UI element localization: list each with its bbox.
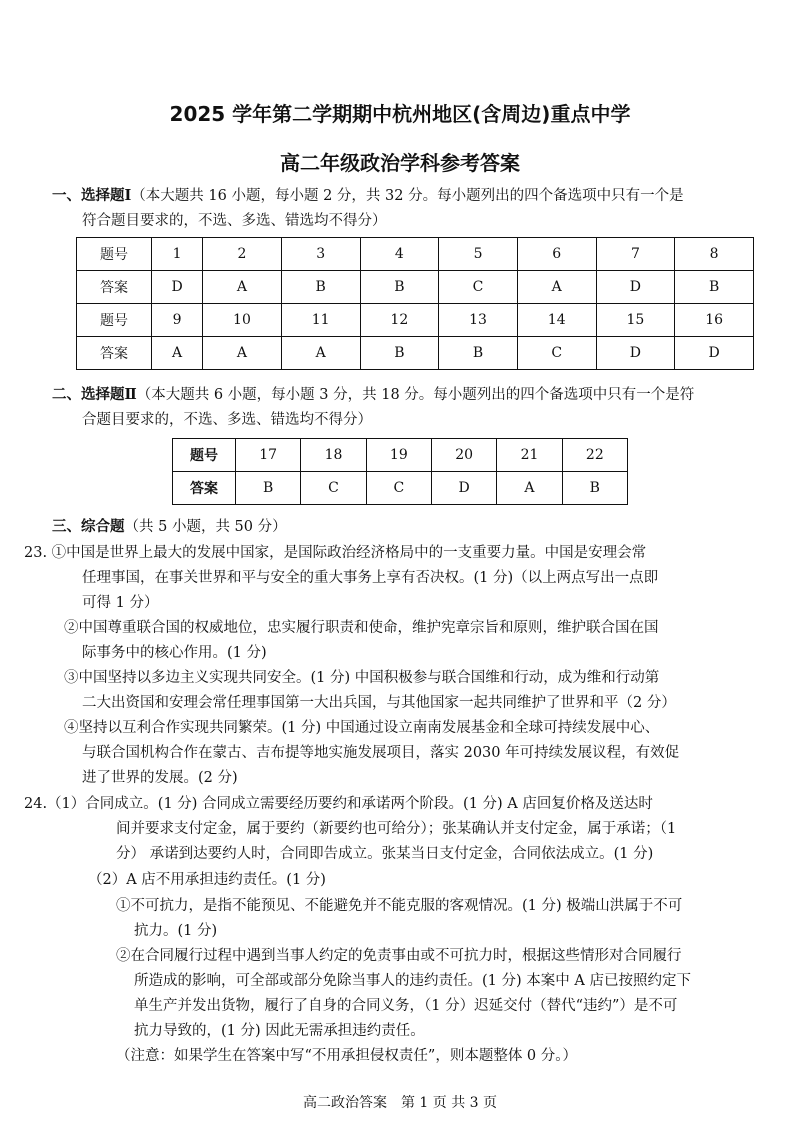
q24-line: 抗力导致的，(1 分) 因此无需承担违约责任。 — [134, 1023, 425, 1039]
section3-heading: 三、综合题 — [52, 518, 125, 535]
q24-line: 单生产并发出货物，履行了自身的合同义务，（1 分）迟延交付（替代“违约”）是不可 — [134, 998, 678, 1014]
row-label: 题号 — [173, 439, 236, 472]
section2-desc: （本大题共 6 小题，每小题 3 分，共 18 分。每小题列出的四个备选项中只有一个是符 — [136, 387, 695, 403]
page-footer: 高二政治答案 第 1 页 共 3 页 — [302, 1095, 498, 1111]
table-cell: 4 — [360, 238, 439, 271]
table-cell: 7 — [596, 238, 675, 271]
table-cell: 9 — [152, 304, 203, 337]
table-cell: 17 — [236, 439, 301, 472]
table-cell: C — [517, 337, 596, 370]
table-cell: A — [203, 337, 282, 370]
table-cell: D — [431, 472, 496, 505]
section1-desc-line2: 符合题目要求的，不选、多选、错选均不得分） — [82, 213, 387, 229]
table-cell: 6 — [517, 238, 596, 271]
table-cell: A — [281, 337, 360, 370]
table-cell: B — [281, 271, 360, 304]
q23-line: 与联合国机构合作在蒙古、吉布提等地实施发展项目，落实 2030 年可持续发展议程，有效促 — [82, 745, 680, 761]
table-cell: D — [596, 337, 675, 370]
table-row — [77, 238, 754, 271]
page-title-line2: 高二年级政治学科参考答案 — [280, 151, 520, 175]
table-row — [173, 472, 628, 505]
table-cell: B — [360, 271, 439, 304]
section2-answer-table — [172, 438, 628, 505]
q23-line: 23. ①中国是世界上最大的发展中国家，是国际政治经济格局中的一支重要力量。中国是安理会常 — [24, 545, 647, 561]
table-cell: 15 — [596, 304, 675, 337]
table-row — [77, 304, 754, 337]
section1-desc: （本大题共 16 小题，每小题 2 分，共 32 分。每小题列出的四个备选项中只有一个是 — [131, 188, 684, 204]
table-cell: 8 — [675, 238, 754, 271]
q24-line: 24.（1）合同成立。(1 分) 合同成立需要经历要约和承诺两个阶段。(1 分) A 店回复价格及送达时 — [24, 796, 653, 812]
table-cell: 14 — [517, 304, 596, 337]
section2-desc-line1 — [52, 383, 694, 408]
section1-desc-line1 — [52, 184, 684, 209]
table-cell: 16 — [675, 304, 754, 337]
q24-note: （注意：如果学生在答案中写“不用承担侵权责任”，则本题整体 0 分。） — [116, 1048, 578, 1064]
table-cell: A — [497, 472, 562, 505]
table-cell: 12 — [360, 304, 439, 337]
table-cell: 13 — [439, 304, 518, 337]
q23-line: ③中国坚持以多边主义实现共同安全。(1 分) 中国积极参与联合国维和行动，成为维和行动第 — [64, 670, 660, 686]
table-cell: 3 — [281, 238, 360, 271]
table-cell: C — [439, 271, 518, 304]
table-cell: B — [439, 337, 518, 370]
section2-desc-line2: 合题目要求的，不选、多选、错选均不得分） — [82, 412, 372, 428]
table-cell: 11 — [281, 304, 360, 337]
q23-line: 进了世界的发展。(2 分) — [82, 770, 238, 786]
table-cell: B — [675, 271, 754, 304]
q24-line: 间并要求支付定金，属于要约（新要约也可给分）；张某确认并支付定金，属于承诺；（1 — [116, 821, 677, 837]
table-cell: 21 — [497, 439, 562, 472]
table-cell: 1 — [152, 238, 203, 271]
page-title-line1: 2025 学年第二学期期中杭州地区(含周边)重点中学 — [169, 102, 631, 126]
table-cell: 19 — [366, 439, 431, 472]
table-cell: D — [152, 271, 203, 304]
table-cell: C — [301, 472, 366, 505]
q23-line: ②中国尊重联合国的权威地位，忠实履行职责和使命，维护宪章宗旨和原则，维护联合国在国 — [64, 620, 659, 636]
q24-line: ①不可抗力，是指不能预见、不能避免并不能克服的客观情况。(1 分) 极端山洪属于不可 — [116, 898, 683, 914]
q24-line: （2）A 店不用承担违约责任。(1 分) — [88, 872, 326, 888]
q23-line: 二大出资国和安理会常任理事国第一大出兵国，与其他国家一起共同维护了世界和平（2 分） — [82, 695, 676, 711]
section1-heading: 一、选择题Ⅰ — [52, 187, 132, 204]
section2-heading: 二、选择题Ⅱ — [52, 386, 137, 403]
table-cell: D — [675, 337, 754, 370]
row-label: 题号 — [77, 304, 152, 337]
section3-header — [52, 515, 287, 540]
table-cell: B — [236, 472, 301, 505]
row-label: 答案 — [173, 472, 236, 505]
table-cell: D — [596, 271, 675, 304]
table-cell: A — [203, 271, 282, 304]
row-label: 题号 — [77, 238, 152, 271]
q24-line: 所造成的影响，可全部或部分免除当事人的违约责任。(1 分) 本案中 A 店已按照约定下 — [134, 973, 691, 989]
section1-answer-table — [76, 237, 754, 370]
q24-line: 分） 承诺到达要约人时，合同即告成立。张某当日支付定金，合同依法成立。(1 分) — [116, 846, 654, 862]
table-cell: 2 — [203, 238, 282, 271]
table-cell: C — [366, 472, 431, 505]
table-cell: B — [562, 472, 627, 505]
q23-line: 任理事国，在事关世界和平与安全的重大事务上享有否决权。(1 分)（以上两点写出一点即 — [82, 570, 659, 586]
table-row — [173, 439, 628, 472]
q23-line: 可得 1 分） — [82, 595, 159, 611]
q23-line: ④坚持以互利合作实现共同繁荣。(1 分) 中国通过设立南南发展基金和全球可持续发展中心、 — [64, 720, 660, 736]
table-cell: 18 — [301, 439, 366, 472]
table-cell: A — [152, 337, 203, 370]
table-cell: 20 — [431, 439, 496, 472]
q24-line: ②在合同履行过程中遇到当事人约定的免责事由或不可抗力时，根据这些情形对合同履行 — [116, 948, 682, 964]
table-row — [77, 337, 754, 370]
table-cell: B — [360, 337, 439, 370]
table-row — [77, 271, 754, 304]
table-cell: 5 — [439, 238, 518, 271]
table-cell: 10 — [203, 304, 282, 337]
q24-line: 抗力。(1 分) — [134, 923, 218, 939]
table-cell: A — [517, 271, 596, 304]
row-label: 答案 — [77, 337, 152, 370]
row-label: 答案 — [77, 271, 152, 304]
table-cell: 22 — [562, 439, 627, 472]
q23-line: 际事务中的核心作用。(1 分) — [82, 645, 267, 661]
section3-desc: （共 5 小题，共 50 分） — [124, 519, 287, 535]
